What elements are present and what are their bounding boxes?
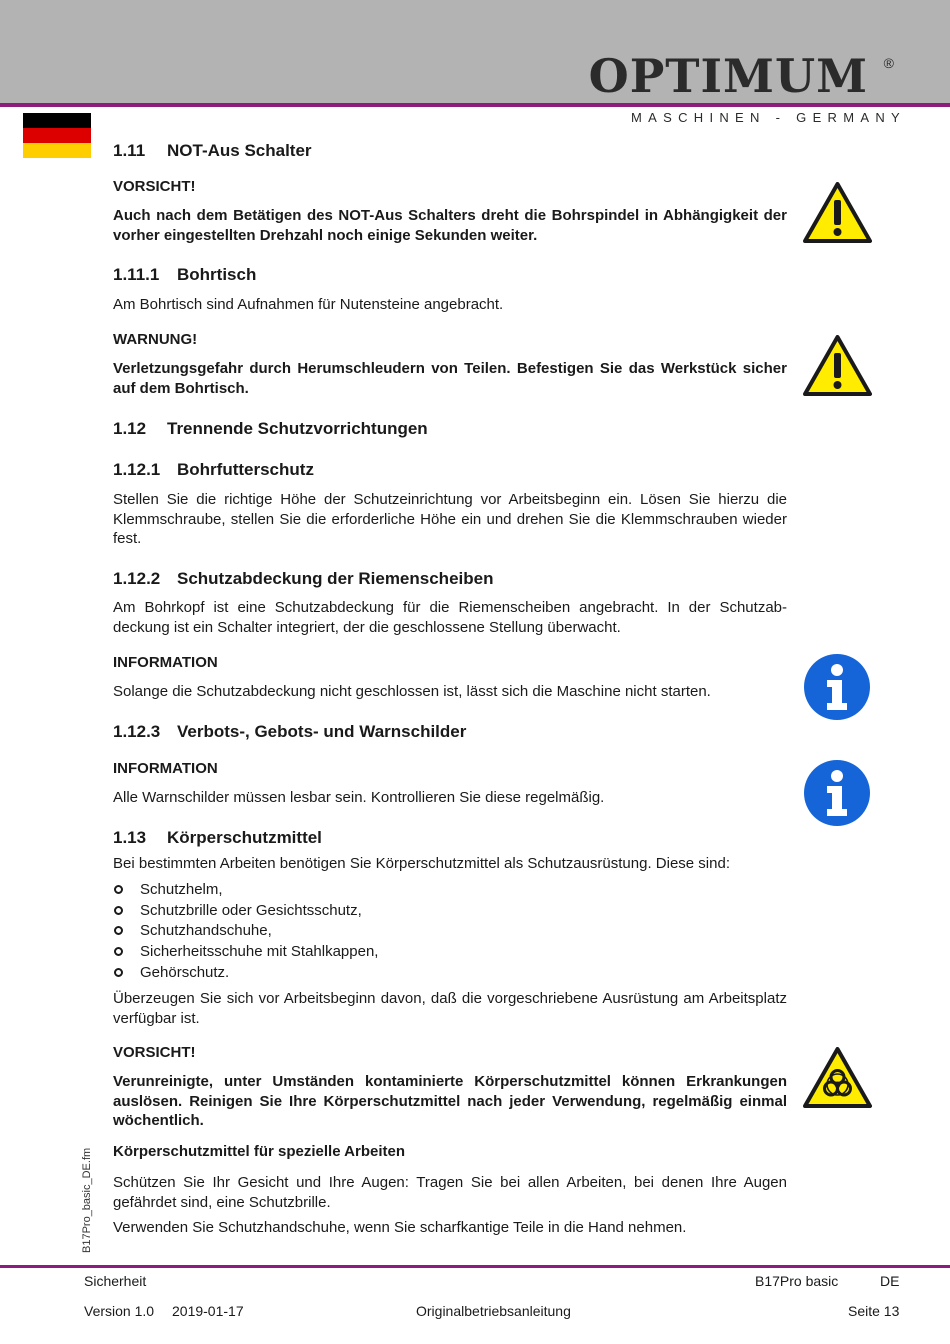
information-text: Alle Warnschilder müssen lesbar sein. Kontrollieren Sie diese regelmäßig. <box>113 789 605 806</box>
caution-label: VORSICHT! <box>113 178 196 195</box>
heading-1-12-3: 1.12.3 Verbots-, Gebots- und Warnschilder <box>113 722 467 741</box>
warning-triangle-icon <box>803 335 872 396</box>
heading-1-13: 1.13 Körperschutzmittel <box>113 828 322 847</box>
list-item: Schutzhandschuhe, <box>113 921 787 942</box>
list-item: Gehörschutz. <box>113 963 787 984</box>
list-item: Schutzhelm, <box>113 880 787 901</box>
footer-page-number: Seite 13 <box>848 1303 900 1319</box>
bullet-circle-icon <box>114 947 123 956</box>
paragraph-bohrtisch: Am Bohrtisch sind Aufnahmen für Nutensteine angebracht. <box>113 296 504 313</box>
subheading-special-work: Körperschutzmittel für spezielle Arbeiten <box>113 1143 406 1160</box>
list-item: Schutzbrille oder Gesichtsschutz, <box>113 901 787 922</box>
footer-doc-type: Originalbetriebsanleitung <box>416 1303 571 1319</box>
ppe-list <box>113 880 787 984</box>
footer-version: Version 1.0 <box>84 1303 155 1319</box>
warning-text: Verletzungsgefahr durch Herumschleudern von Teilen. Befestigen Sie das Werkstück sicher auf dem Bohrtisch. <box>113 360 787 397</box>
heading-1-12-1: 1.12.1 Bohrfutterschutz <box>113 460 314 479</box>
file-name-label: B17Pro_basic_DE.fm <box>81 1147 93 1253</box>
biohazard-icon <box>803 1047 872 1108</box>
warning-triangle-icon <box>803 182 872 243</box>
paragraph-gloves: Verwenden Sie Schutzhandschuhe, wenn Sie scharfkantige Teile in die Hand nehmen. <box>113 1219 687 1236</box>
caution-text: Auch nach dem Betätigen des NOT-Aus Schalters dreht die Bohrspindel in Abhängigkeit der vorher eingestellten Drehzahl noch einige Sekunden weiter. <box>113 207 787 244</box>
paragraph-check: Überzeugen Sie sich vor Arbeitsbeginn davon, daß die vorgeschriebene Ausrüstung am Arbeitsplatz verfügbar ist. <box>113 990 787 1027</box>
footer-product: B17Pro basic <box>755 1273 839 1289</box>
footer-date: 2019-01-17 <box>172 1303 244 1319</box>
german-flag-icon <box>23 113 91 158</box>
bullet-circle-icon <box>114 968 123 977</box>
footer-language: DE <box>880 1273 900 1289</box>
brand-logo: OPTIMUM <box>588 49 868 103</box>
brand-tagline: MASCHINEN - GERMANY <box>631 110 906 125</box>
footer-divider <box>0 1265 950 1268</box>
information-label: INFORMATION <box>113 654 218 671</box>
list-item: Sicherheitsschuhe mit Stahlkappen, <box>113 942 787 963</box>
caution-text: Verunreinigte, unter Umständen kontaminierte Körperschutzmittel können Erkrankungen auslösen. Reinigen Sie Ihre Körperschutzmittel nach jeder Verwendung, regelmäßig einmal wöchentlich. <box>113 1073 787 1130</box>
information-text: Solange die Schutzabdeckung nicht geschlossen ist, lässt sich die Maschine nicht starten. <box>113 683 711 700</box>
warning-label: WARNUNG! <box>113 331 198 348</box>
heading-1-12: 1.12 Trennende Schutzvorrichtungen <box>113 419 428 438</box>
paragraph-eye-protection: Schützen Sie Ihr Gesicht und Ihre Augen: Tragen Sie bei allen Arbeiten, bei denen Ihre Augen gefährdet sind, eine Schutzbrille. <box>113 1174 787 1211</box>
registered-mark: ® <box>883 55 894 71</box>
paragraph-bohrfutterschutz: Stellen Sie die richtige Höhe der Schutzeinrichtung vor Arbeitsbeginn ein. Lösen Sie hierzu die Klemmschraube, stellen Sie die erforderliche Höhe ein und drehen Sie die Klemmschrauben wieder fest. <box>113 491 787 548</box>
information-icon <box>803 759 871 827</box>
footer-section: Sicherheit <box>84 1273 147 1289</box>
caution-label: VORSICHT! <box>113 1044 196 1061</box>
heading-1-11: 1.11 NOT-Aus Schalter <box>113 141 312 160</box>
bullet-circle-icon <box>114 926 123 935</box>
header-divider <box>0 103 950 107</box>
bullet-circle-icon <box>114 906 123 915</box>
information-label: INFORMATION <box>113 760 218 777</box>
paragraph-schutzabdeckung: Am Bohrkopf ist eine Schutzabdeckung für die Riemenscheiben angebracht. In der Schutzab-deckung ist ein Schalter integriert, der die geschlossene Stellung überwacht. <box>113 599 787 636</box>
paragraph-intro: Bei bestimmten Arbeiten benötigen Sie Körperschutzmittel als Schutzausrüstung. Diese sind: <box>113 855 730 872</box>
information-icon <box>803 653 871 721</box>
bullet-circle-icon <box>114 885 123 894</box>
heading-1-11-1: 1.11.1 Bohrtisch <box>113 265 257 284</box>
heading-1-12-2: 1.12.2 Schutzabdeckung der Riemenscheiben <box>113 569 494 588</box>
